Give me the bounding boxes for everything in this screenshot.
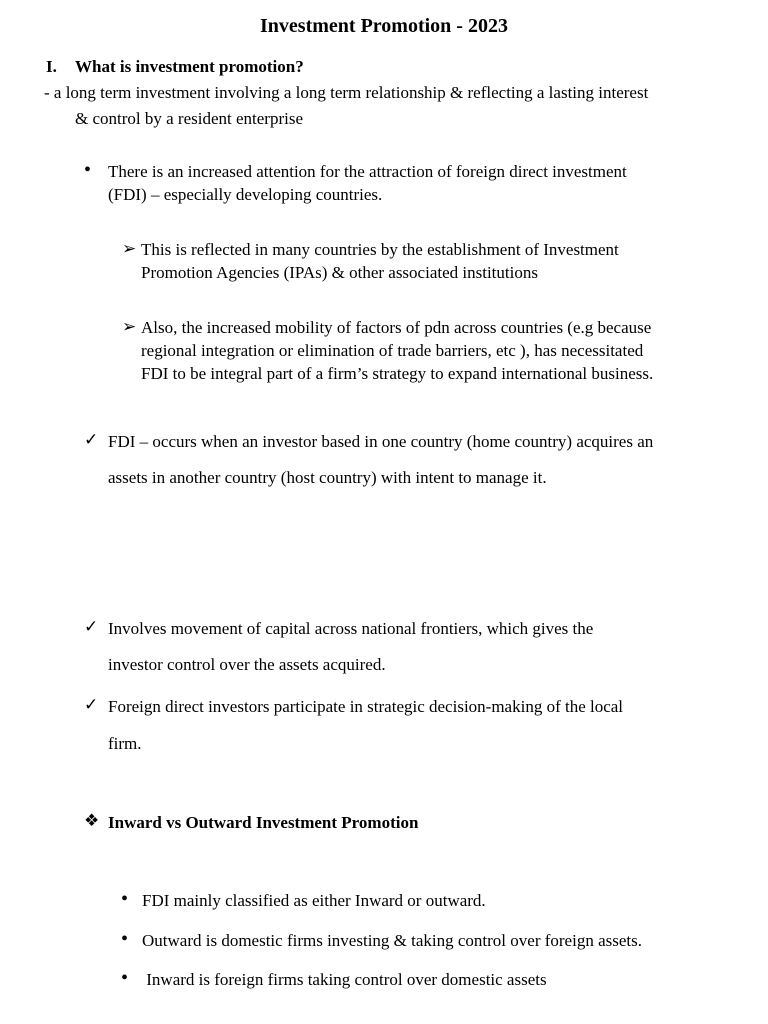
arrow-bullet-icon: ➢: [122, 317, 137, 336]
check-bullet-icon: ✓: [84, 695, 99, 714]
bullet-line: (FDI) – especially developing countries.: [108, 185, 383, 204]
page-title: Investment Promotion - 2023: [260, 15, 508, 37]
list-item: FDI mainly classified as either Inward or outward.: [142, 891, 486, 910]
definition-line-2: & control by a resident enterprise: [75, 109, 304, 128]
bullet-icon: •: [121, 888, 129, 910]
check-item-line: investor control over the assets acquired.: [108, 655, 386, 674]
check-item-line: FDI – occurs when an investor based in one country (home country) acquires an: [108, 432, 654, 451]
check-item-line: Foreign direct investors participate in strategic decision-making of the local: [108, 697, 624, 716]
bullet-line: There is an increased attention for the attraction of foreign direct investment: [108, 162, 627, 181]
section-heading: What is investment promotion?: [75, 57, 304, 76]
definition-line-1: - a long term investment involving a long term relationship & reflecting a lasting interest: [44, 83, 649, 102]
bullet-icon: •: [121, 928, 129, 950]
arrow-item-line: Promotion Agencies (IPAs) & other associated institutions: [141, 263, 538, 282]
section-number: I.: [46, 57, 57, 76]
check-item-line: assets in another country (host country) with intent to manage it.: [108, 468, 547, 487]
arrow-item-line: Also, the increased mobility of factors of pdn across countries (e.g because: [141, 318, 652, 337]
arrow-item-line: regional integration or elimination of trade barriers, etc ), has necessitated: [141, 341, 644, 360]
check-item-line: Involves movement of capital across national frontiers, which gives the: [108, 619, 594, 638]
bullet-icon: •: [121, 967, 129, 989]
check-bullet-icon: ✓: [84, 617, 99, 636]
diamond-bullet-icon: ❖: [84, 811, 100, 830]
arrow-item-line: This is reflected in many countries by the establishment of Investment: [141, 240, 619, 259]
arrow-item-line: FDI to be integral part of a firm’s strategy to expand international business.: [141, 364, 654, 383]
check-item-line: firm.: [108, 734, 142, 753]
section-2-heading: Inward vs Outward Investment Promotion: [108, 813, 419, 832]
check-bullet-icon: ✓: [84, 430, 99, 449]
arrow-bullet-icon: ➢: [122, 239, 137, 258]
list-item: Inward is foreign firms taking control over domestic assets: [142, 970, 547, 989]
list-item: Outward is domestic firms investing & taking control over foreign assets.: [142, 931, 642, 950]
bullet-icon: •: [84, 159, 92, 181]
